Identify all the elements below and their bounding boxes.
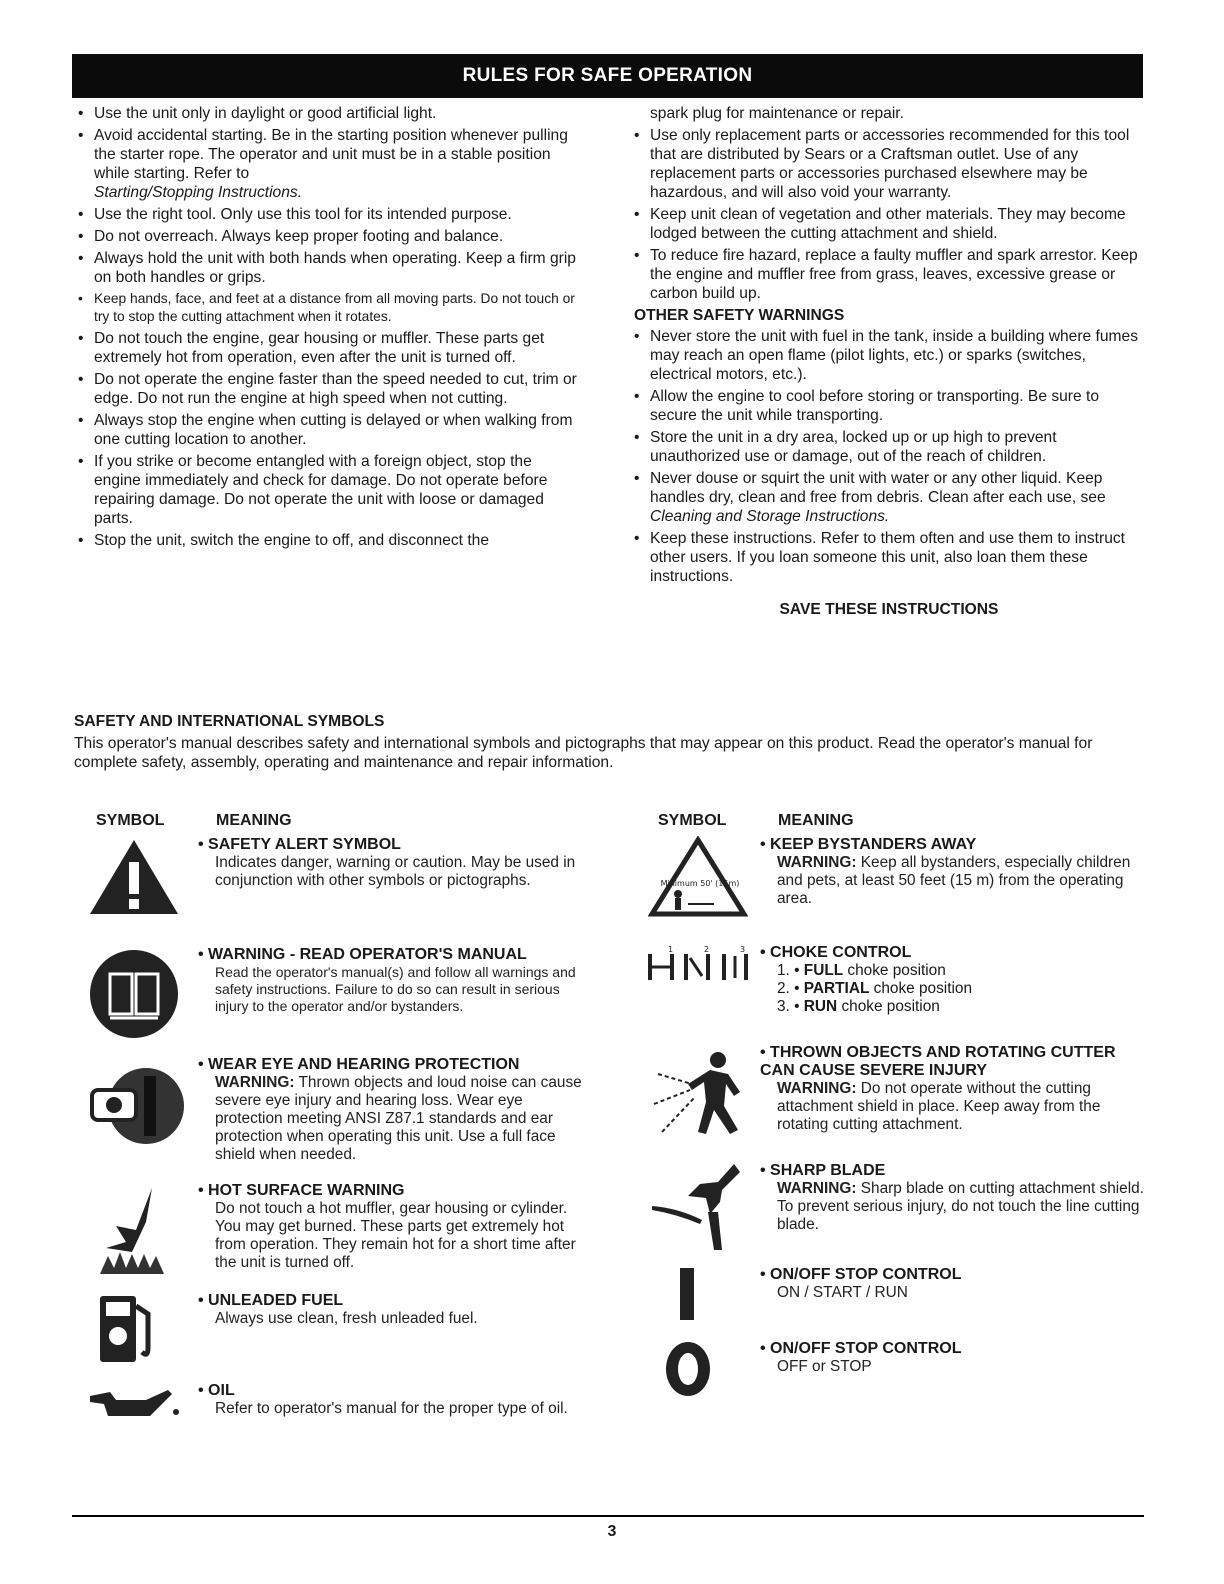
rule-item: • Never store the unit with fuel in the tank, inside a building where fumes may reach an open flame (pilot lights, etc.) or sparks (switches, electrical motors, etc.). [634, 327, 1144, 384]
rule-item: • Always stop the engine when cutting is delayed or when walking from one cutting location to another. [78, 411, 582, 449]
symbol-row-thrown-objects [648, 1044, 1144, 1148]
warning-label: WARNING: [215, 1074, 295, 1091]
choke-position-full: 1. • FULL choke position [777, 962, 946, 979]
symbol-desc: Do not operate without the cutting attachment shield in place. Keep away from the rotating cutting attachment. [777, 1080, 1101, 1133]
oil-can-icon [86, 1382, 196, 1427]
meaning-header: MEANING [216, 812, 292, 829]
symbols-section [74, 713, 1154, 772]
symbols-right-column [648, 812, 1144, 1414]
thrown-objects-icon [648, 1044, 758, 1149]
choke-position-run: 3. • RUN choke position [777, 998, 940, 1015]
symbol-desc: Read the operator's manual(s) and follow all warnings and safety instructions. Failure to do so can result in serious injury to the operator and/or bystanders. [215, 964, 576, 1014]
choke-control-icon [648, 944, 758, 989]
symbol-row-on-control [648, 1266, 1144, 1326]
symbol-header: SYMBOL [658, 812, 727, 829]
rule-item: • If you strike or become entangled with a foreign object, stop the engine immediately and check for damage. Do not operate before repairing damage. Do not operate the unit with loose or damaged parts. [78, 452, 582, 528]
page-number: 3 [607, 1523, 617, 1540]
rule-item: • Do not touch the engine, gear housing or muffler. These parts get extremely hot from operation, even after the unit is turned off. [78, 329, 582, 367]
safety-alert-icon [86, 836, 196, 923]
rule-item: • Keep unit clean of vegetation and other materials. They may become lodged between the cutting attachment and shield. [634, 205, 1144, 243]
rule-item: • Use the right tool. Only use this tool for its intended purpose. [78, 205, 582, 224]
rule-item-continued: spark plug for maintenance or repair. [650, 105, 904, 122]
symbol-row-read-manual [86, 946, 586, 1042]
rules-left-column [78, 104, 582, 553]
sharp-blade-icon [648, 1162, 758, 1257]
symbol-desc: Refer to operator's manual for the proper type of oil. [215, 1400, 568, 1417]
symbol-desc: Do not touch a hot muffler, gear housing or cylinder. You may get burned. These parts get extremely hot from operation. They remain hot for a short time after the unit is turned off. [215, 1200, 576, 1271]
symbol-title: • UNLEADED FUEL [198, 1292, 586, 1310]
footer-rule [72, 1515, 1144, 1517]
on-switch-icon [648, 1266, 758, 1327]
symbol-row-oil [86, 1382, 586, 1438]
symbol-title: • ON/OFF STOP CONTROL [760, 1266, 1144, 1284]
rule-item: • Always hold the unit with both hands when operating. Keep a firm grip on both handles or grips. [78, 249, 582, 287]
symbol-desc: Sharp blade on cutting attachment shield. To prevent serious injury, do not touch the line cutting blade. [777, 1180, 1144, 1233]
symbol-row-sharp-blade [648, 1162, 1144, 1252]
symbol-title: • WARNING - READ OPERATOR'S MANUAL [198, 946, 586, 964]
choke-number: 3 [740, 945, 746, 954]
symbol-title: • THROWN OBJECTS AND ROTATING CUTTER CAN CAUSE SEVERE INJURY [760, 1044, 1144, 1080]
rule-item: • Keep these instructions. Refer to them often and use them to instruct other users. If you loan someone this unit, also loan them these instructions. [634, 529, 1144, 586]
symbol-column-header [86, 812, 586, 836]
rules-right-column [634, 104, 1144, 619]
rule-item: • Keep hands, face, and feet at a distance from all moving parts. Do not touch or try to stop the cutting attachment when it rotates. [78, 290, 582, 326]
save-instructions: SAVE THESE INSTRUCTIONS [779, 601, 999, 618]
rule-item: • Do not overreach. Always keep proper footing and balance. [78, 227, 582, 246]
symbol-title: • SAFETY ALERT SYMBOL [198, 836, 586, 854]
rule-item: • To reduce fire hazard, replace a faulty muffler and spark arrestor. Keep the engine and muffler free from grass, leaves, excessive grease or carbon build up. [634, 246, 1144, 303]
warning-label: WARNING: [777, 854, 857, 871]
eye-hearing-protection-icon [86, 1056, 196, 1161]
symbols-intro: This operator's manual describes safety and international symbols and pictographs that may appear on this product. Read the operator's manual for complete safety, assembly, operating and maintenance and repair information. [74, 735, 1093, 771]
rule-item: • Avoid accidental starting. Be in the starting position whenever pulling the starter rope. The operator and unit must be in a stable position while starting. Refer to Starting/Stopping Instructions. [78, 126, 582, 202]
symbol-desc: Thrown objects and loud noise can cause severe eye injury and hearing loss. Wear eye protection meeting ANSI Z87.1 standards and ear protection when operating this unit. Use a full face shield when needed. [215, 1074, 582, 1163]
symbols-left-column [86, 812, 586, 1452]
symbol-row-hot-surface [86, 1182, 586, 1278]
warning-label: WARNING: [777, 1180, 857, 1197]
rule-item: • Do not operate the engine faster than the speed needed to cut, trim or edge. Do not run the engine at high speed when not cutting. [78, 370, 582, 408]
choke-number: 2 [704, 945, 710, 954]
symbol-row-unleaded-fuel [86, 1292, 586, 1368]
symbol-row-eye-hearing [86, 1056, 586, 1168]
warning-label: WARNING: [777, 1080, 857, 1097]
symbol-title: • HOT SURFACE WARNING [198, 1182, 586, 1200]
symbol-desc: OFF or STOP [777, 1358, 872, 1375]
symbol-desc: Keep all bystanders, especially children and pets, at least 50 feet (15 m) from the operating area. [777, 854, 1131, 907]
other-warnings-heading: OTHER SAFETY WARNINGS [634, 307, 845, 324]
symbol-title: • CHOKE CONTROL [760, 944, 1144, 962]
symbol-row-safety-alert [86, 836, 586, 932]
symbol-title: • OIL [198, 1382, 586, 1400]
symbol-title: • KEEP BYSTANDERS AWAY [760, 836, 1144, 854]
rule-item: • Allow the engine to cool before storing or transporting. Be sure to secure the unit while transporting. [634, 387, 1144, 425]
hot-surface-icon [86, 1182, 196, 1283]
symbol-title: • SHARP BLADE [760, 1162, 1144, 1180]
section-banner: RULES FOR SAFE OPERATION [72, 54, 1143, 98]
rule-item: • Use only replacement parts or accessories recommended for this tool that are distributed by Sears or a Craftsman outlet. Use of any replacement parts or accessories purchased elsewhere may be hazardous, and will also void your warranty. [634, 126, 1144, 202]
symbols-title: SAFETY AND INTERNATIONAL SYMBOLS [74, 713, 385, 730]
symbol-desc: ON / START / RUN [777, 1284, 908, 1301]
symbol-desc: Always use clean, fresh unleaded fuel. [215, 1310, 478, 1327]
rule-item: • Store the unit in a dry area, locked up or up high to prevent unauthorized use or damage, out of the reach of children. [634, 428, 1144, 466]
off-switch-icon [648, 1340, 758, 1403]
symbol-title: • ON/OFF STOP CONTROL [760, 1340, 1144, 1358]
symbol-desc: Indicates danger, warning or caution. May be used in conjunction with other symbols or pictographs. [215, 854, 576, 889]
choke-number: 1 [668, 945, 674, 954]
symbol-title: • WEAR EYE AND HEARING PROTECTION [198, 1056, 586, 1074]
rule-item: • Stop the unit, switch the engine to off, and disconnect the [78, 531, 582, 550]
symbol-row-bystanders [648, 836, 1144, 930]
symbol-row-off-control [648, 1340, 1144, 1400]
symbol-row-choke [648, 944, 1144, 1030]
rule-item: • Never douse or squirt the unit with water or any other liquid. Keep handles dry, clean and free from debris. Clean after each use, see Cleaning and Storage Instructions. [634, 469, 1144, 526]
meaning-header: MEANING [778, 812, 854, 829]
rule-item: • Use the unit only in daylight or good artificial light. [78, 104, 582, 123]
fuel-pump-icon [86, 1292, 196, 1371]
choke-position-partial: 2. • PARTIAL choke position [777, 980, 973, 997]
symbol-column-header [648, 812, 1144, 836]
read-manual-icon [86, 946, 196, 1047]
keep-bystanders-away-icon [648, 836, 758, 923]
sign-distance-text: Minimum 50' (15m) [660, 879, 740, 888]
symbol-header: SYMBOL [96, 812, 165, 829]
